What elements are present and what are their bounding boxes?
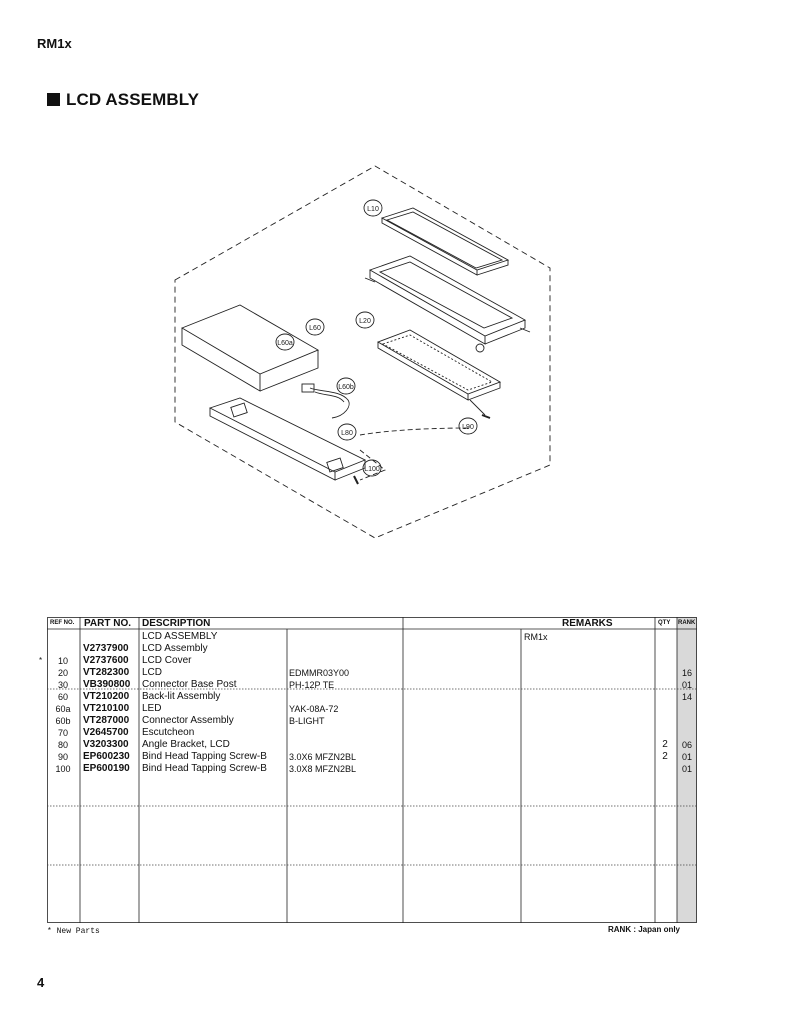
description: Connector Base Post (142, 679, 237, 690)
part-no: VT282300 (83, 667, 130, 678)
callout-label: L10 (367, 206, 379, 213)
table-row (47, 703, 697, 715)
rank: 14 (681, 692, 692, 702)
rank-note: RANK : Japan only (608, 925, 681, 934)
section-title (47, 90, 199, 110)
qty: 2 (662, 739, 668, 750)
callout-label: L100 (364, 466, 380, 473)
square-bullet-icon (47, 93, 60, 106)
description: LCD (142, 667, 163, 678)
ref-no: 80 (57, 740, 68, 750)
table-row (47, 715, 697, 727)
new-marker: * (39, 656, 43, 665)
ref-no: 100 (55, 764, 71, 774)
ref-no: 60 (57, 692, 68, 702)
part-no: VT210100 (83, 703, 130, 714)
model-name: RM1x (37, 36, 72, 51)
description: Escutcheon (142, 727, 195, 738)
ref-no: 60b (55, 716, 71, 726)
callout-label: L60a (277, 340, 293, 347)
table-row (47, 631, 697, 643)
ref-no: 60a (55, 704, 71, 714)
part-no: VT287000 (83, 715, 130, 726)
callout-label: L60 (309, 325, 321, 332)
section-title-text: LCD ASSEMBLY (66, 90, 200, 109)
part-no: VB390800 (83, 679, 131, 690)
table-row (47, 667, 697, 679)
table-row (47, 763, 697, 775)
spec: PH-12P TE (289, 680, 335, 690)
part-no: EP600190 (83, 763, 130, 774)
table-row (47, 691, 697, 703)
part-no: VT210200 (83, 691, 130, 702)
remarks: RM1x (524, 632, 548, 642)
part-no: V2737600 (83, 655, 129, 666)
part-no: V2645700 (83, 727, 129, 738)
part-no: V3203300 (83, 739, 129, 750)
page-number: 4 (37, 975, 45, 990)
table-row (39, 655, 697, 667)
header-rank: RANK (678, 620, 696, 626)
header-remarks: REMARKS (562, 618, 613, 629)
description: LCD ASSEMBLY (142, 631, 218, 642)
callout-label: L80 (341, 430, 353, 437)
description: Bind Head Tapping Screw-B (142, 763, 267, 774)
table-row (47, 727, 697, 739)
spec: 3.0X6 MFZN2BL (289, 752, 357, 762)
part-no: EP600230 (83, 751, 130, 762)
qty: 2 (662, 751, 668, 762)
ref-no: 70 (57, 728, 68, 738)
part-no: V2737900 (83, 643, 129, 654)
ref-no: 20 (57, 668, 68, 678)
table-row (47, 739, 697, 751)
description: LCD Cover (142, 655, 192, 666)
ref-no: 90 (57, 752, 68, 762)
exploded-view-diagram (170, 160, 560, 545)
header-qty: QTY (658, 620, 671, 626)
rank: 01 (681, 752, 692, 762)
new-parts-note: * New Parts (47, 927, 100, 936)
description: Bind Head Tapping Screw-B (142, 751, 267, 762)
header-description: DESCRIPTION (142, 618, 211, 629)
table-row (47, 751, 697, 763)
rank: 16 (681, 668, 692, 678)
spec: 3.0X8 MFZN2BL (289, 764, 357, 774)
description: Connector Assembly (142, 715, 234, 726)
spec: EDMMR03Y00 (289, 668, 350, 678)
rank: 01 (681, 680, 692, 690)
description: LCD Assembly (142, 643, 208, 654)
rank: 01 (681, 764, 692, 774)
spec: B-LIGHT (289, 716, 325, 726)
callout-label: L20 (359, 318, 371, 325)
rank: 06 (681, 740, 692, 750)
spec: YAK-08A-72 (289, 704, 339, 714)
callout-label: L90 (462, 424, 474, 431)
callout-label: L60b (338, 384, 354, 391)
description: Back-lit Assembly (142, 691, 221, 702)
ref-no: 30 (57, 680, 68, 690)
description: Angle Bracket, LCD (142, 739, 230, 750)
description: LED (142, 703, 162, 714)
table-row (47, 643, 697, 655)
table-row (47, 679, 697, 691)
header-part-no: PART NO. (84, 618, 132, 629)
ref-no: 10 (57, 656, 68, 666)
header-ref-no: REF NO. (50, 620, 75, 626)
